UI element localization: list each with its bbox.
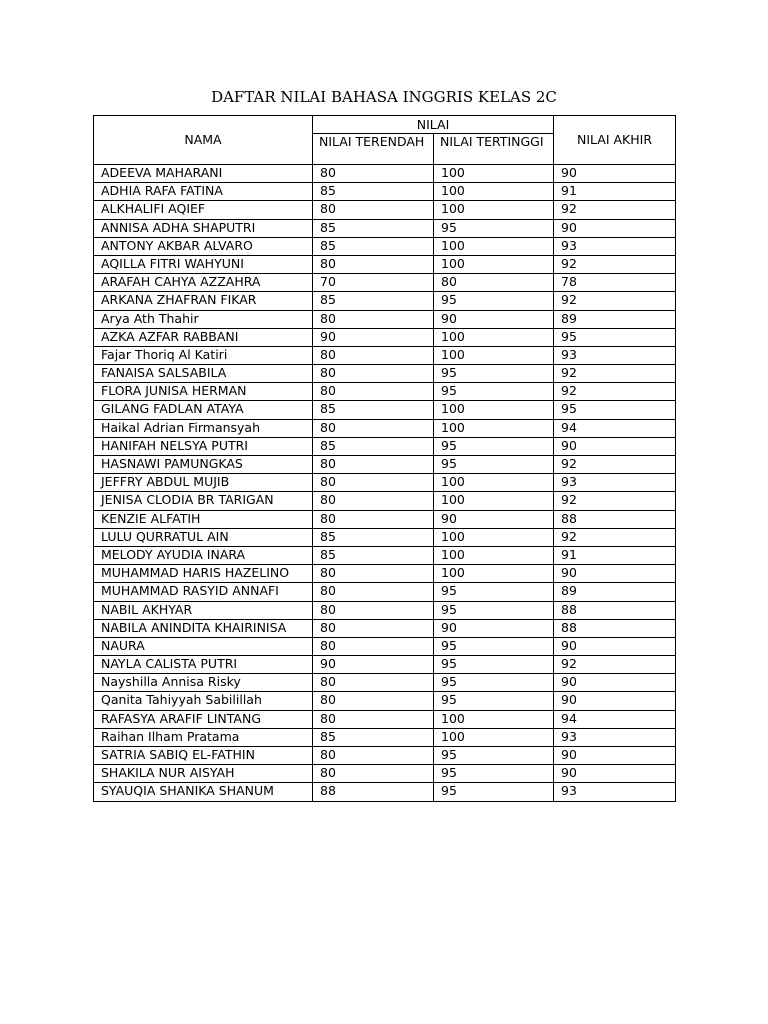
cell-nilai-tertinggi: 95 (434, 365, 554, 383)
cell-nama: Haikal Adrian Firmansyah (94, 419, 313, 437)
cell-nilai-akhir: 92 (554, 528, 676, 546)
cell-nilai-tertinggi: 100 (434, 728, 554, 746)
table-row (94, 674, 676, 692)
cell-nama: Arya Ath Thahir (94, 310, 313, 328)
cell-nilai-tertinggi: 95 (434, 765, 554, 783)
table-row (94, 292, 676, 310)
cell-nilai-akhir: 92 (554, 656, 676, 674)
cell-nilai-terendah: 80 (313, 565, 434, 583)
cell-nilai-terendah: 70 (313, 274, 434, 292)
table-row (94, 637, 676, 655)
cell-nilai-akhir: 93 (554, 474, 676, 492)
cell-nama: RAFASYA ARAFIF LINTANG (94, 710, 313, 728)
cell-nilai-akhir: 90 (554, 437, 676, 455)
cell-nilai-tertinggi: 100 (434, 201, 554, 219)
cell-nama: Raihan Ilham Pratama (94, 728, 313, 746)
cell-nilai-terendah: 80 (313, 674, 434, 692)
cell-nilai-terendah: 80 (313, 346, 434, 364)
table-row (94, 710, 676, 728)
cell-nilai-akhir: 90 (554, 219, 676, 237)
cell-nilai-tertinggi: 90 (434, 510, 554, 528)
table-row (94, 183, 676, 201)
header-nilai: NILAI (313, 116, 554, 134)
cell-nilai-terendah: 85 (313, 546, 434, 564)
cell-nilai-akhir: 92 (554, 365, 676, 383)
cell-nilai-tertinggi: 100 (434, 710, 554, 728)
cell-nama: FANAISA SALSABILA (94, 365, 313, 383)
cell-nilai-akhir: 92 (554, 255, 676, 273)
header-row-top (94, 116, 676, 134)
cell-nilai-tertinggi: 100 (434, 474, 554, 492)
cell-nilai-tertinggi: 95 (434, 456, 554, 474)
table-row (94, 583, 676, 601)
cell-nilai-akhir: 89 (554, 583, 676, 601)
table-row (94, 419, 676, 437)
cell-nilai-akhir: 88 (554, 510, 676, 528)
cell-nama: ADEEVA MAHARANI (94, 165, 313, 183)
cell-nilai-akhir: 90 (554, 692, 676, 710)
cell-nilai-tertinggi: 95 (434, 219, 554, 237)
cell-nilai-tertinggi: 100 (434, 183, 554, 201)
cell-nilai-terendah: 80 (313, 492, 434, 510)
table-row (94, 255, 676, 273)
table-row (94, 783, 676, 801)
cell-nilai-tertinggi: 90 (434, 310, 554, 328)
cell-nilai-tertinggi: 95 (434, 674, 554, 692)
cell-nama: ARAFAH CAHYA AZZAHRA (94, 274, 313, 292)
cell-nilai-akhir: 88 (554, 619, 676, 637)
cell-nilai-akhir: 95 (554, 328, 676, 346)
cell-nilai-terendah: 85 (313, 401, 434, 419)
cell-nilai-akhir: 95 (554, 401, 676, 419)
cell-nama: ANTONY AKBAR ALVARO (94, 237, 313, 255)
document-title: DAFTAR NILAI BAHASA INGGRIS KELAS 2C (211, 88, 557, 106)
cell-nilai-akhir: 93 (554, 346, 676, 364)
table-row (94, 219, 676, 237)
cell-nilai-tertinggi: 100 (434, 237, 554, 255)
cell-nama: SATRIA SABIQ EL-FATHIN (94, 747, 313, 765)
cell-nilai-terendah: 80 (313, 165, 434, 183)
cell-nama: LULU QURRATUL AIN (94, 528, 313, 546)
cell-nilai-tertinggi: 100 (434, 565, 554, 583)
cell-nilai-akhir: 90 (554, 565, 676, 583)
cell-nilai-tertinggi: 95 (434, 437, 554, 455)
cell-nilai-akhir: 90 (554, 637, 676, 655)
cell-nilai-terendah: 80 (313, 201, 434, 219)
cell-nilai-tertinggi: 95 (434, 656, 554, 674)
cell-nilai-akhir: 92 (554, 383, 676, 401)
table-row (94, 365, 676, 383)
table-row (94, 565, 676, 583)
table-row (94, 656, 676, 674)
cell-nama: FLORA JUNISA HERMAN (94, 383, 313, 401)
table-row (94, 601, 676, 619)
table-row (94, 728, 676, 746)
cell-nilai-akhir: 92 (554, 201, 676, 219)
cell-nama: MELODY AYUDIA INARA (94, 546, 313, 564)
cell-nilai-tertinggi: 100 (434, 328, 554, 346)
cell-nilai-akhir: 90 (554, 165, 676, 183)
cell-nama: NAYLA CALISTA PUTRI (94, 656, 313, 674)
header-nilai-tertinggi: NILAI TERTINGGI (434, 134, 554, 165)
cell-nilai-tertinggi: 100 (434, 528, 554, 546)
cell-nama: KENZIE ALFATIH (94, 510, 313, 528)
table-row (94, 619, 676, 637)
cell-nilai-akhir: 90 (554, 747, 676, 765)
table-row (94, 492, 676, 510)
cell-nilai-terendah: 80 (313, 601, 434, 619)
cell-nilai-tertinggi: 100 (434, 401, 554, 419)
cell-nilai-terendah: 80 (313, 383, 434, 401)
cell-nilai-tertinggi: 100 (434, 165, 554, 183)
cell-nilai-akhir: 94 (554, 419, 676, 437)
table-row (94, 310, 676, 328)
table-row (94, 546, 676, 564)
table-row (94, 528, 676, 546)
table-row (94, 510, 676, 528)
cell-nama: NABILA ANINDITA KHAIRINISA (94, 619, 313, 637)
cell-nilai-akhir: 91 (554, 183, 676, 201)
cell-nilai-akhir: 92 (554, 492, 676, 510)
cell-nilai-terendah: 80 (313, 255, 434, 273)
cell-nama: AZKA AZFAR RABBANI (94, 328, 313, 346)
table-row (94, 765, 676, 783)
cell-nilai-akhir: 93 (554, 783, 676, 801)
table-row (94, 201, 676, 219)
cell-nama: JEFFRY ABDUL MUJIB (94, 474, 313, 492)
cell-nama: NABIL AKHYAR (94, 601, 313, 619)
cell-nama: JENISA CLODIA BR TARIGAN (94, 492, 313, 510)
cell-nilai-terendah: 80 (313, 474, 434, 492)
table-row (94, 328, 676, 346)
cell-nilai-akhir: 93 (554, 237, 676, 255)
cell-nilai-terendah: 80 (313, 765, 434, 783)
cell-nilai-tertinggi: 90 (434, 619, 554, 637)
cell-nilai-terendah: 85 (313, 437, 434, 455)
cell-nama: GILANG FADLAN ATAYA (94, 401, 313, 419)
cell-nilai-terendah: 80 (313, 710, 434, 728)
grades-table-body (94, 165, 676, 802)
table-row (94, 165, 676, 183)
cell-nilai-tertinggi: 100 (434, 492, 554, 510)
table-row (94, 237, 676, 255)
cell-nama: SYAUQIA SHANIKA SHANUM (94, 783, 313, 801)
cell-nama: ANNISA ADHA SHAPUTRI (94, 219, 313, 237)
cell-nilai-terendah: 80 (313, 619, 434, 637)
cell-nama: Qanita Tahiyyah Sabilillah (94, 692, 313, 710)
cell-nilai-akhir: 92 (554, 456, 676, 474)
cell-nama: ADHIA RAFA FATINA (94, 183, 313, 201)
grades-table (93, 115, 676, 802)
cell-nilai-tertinggi: 95 (434, 583, 554, 601)
table-row (94, 383, 676, 401)
table-row (94, 474, 676, 492)
cell-nama: ALKHALIFI AQIEF (94, 201, 313, 219)
cell-nilai-akhir: 92 (554, 292, 676, 310)
table-row (94, 456, 676, 474)
cell-nilai-terendah: 85 (313, 183, 434, 201)
cell-nilai-terendah: 85 (313, 728, 434, 746)
cell-nilai-terendah: 90 (313, 656, 434, 674)
cell-nilai-tertinggi: 95 (434, 692, 554, 710)
cell-nama: AQILLA FITRI WAHYUNI (94, 255, 313, 273)
cell-nilai-terendah: 85 (313, 292, 434, 310)
cell-nilai-terendah: 80 (313, 310, 434, 328)
cell-nama: Fajar Thoriq Al Katiri (94, 346, 313, 364)
cell-nama: HANIFAH NELSYA PUTRI (94, 437, 313, 455)
cell-nilai-tertinggi: 100 (434, 255, 554, 273)
cell-nilai-terendah: 80 (313, 365, 434, 383)
cell-nilai-terendah: 80 (313, 583, 434, 601)
table-row (94, 692, 676, 710)
cell-nilai-terendah: 85 (313, 528, 434, 546)
cell-nilai-terendah: 80 (313, 456, 434, 474)
cell-nilai-terendah: 85 (313, 219, 434, 237)
cell-nilai-akhir: 88 (554, 601, 676, 619)
table-row (94, 747, 676, 765)
cell-nilai-terendah: 85 (313, 237, 434, 255)
cell-nama: HASNAWI PAMUNGKAS (94, 456, 313, 474)
cell-nilai-terendah: 80 (313, 637, 434, 655)
cell-nilai-terendah: 80 (313, 692, 434, 710)
cell-nama: Nayshilla Annisa Risky (94, 674, 313, 692)
cell-nilai-akhir: 93 (554, 728, 676, 746)
cell-nilai-tertinggi: 95 (434, 637, 554, 655)
table-row (94, 274, 676, 292)
table-row (94, 437, 676, 455)
cell-nilai-terendah: 80 (313, 419, 434, 437)
cell-nilai-tertinggi: 100 (434, 346, 554, 364)
cell-nilai-akhir: 94 (554, 710, 676, 728)
cell-nilai-akhir: 78 (554, 274, 676, 292)
header-nilai-terendah: NILAI TERENDAH (313, 134, 434, 165)
cell-nama: NAURA (94, 637, 313, 655)
cell-nilai-tertinggi: 95 (434, 383, 554, 401)
cell-nilai-tertinggi: 95 (434, 292, 554, 310)
cell-nama: MUHAMMAD HARIS HAZELINO (94, 565, 313, 583)
table-row (94, 401, 676, 419)
cell-nilai-akhir: 89 (554, 310, 676, 328)
cell-nama: ARKANA ZHAFRAN FIKAR (94, 292, 313, 310)
cell-nilai-tertinggi: 80 (434, 274, 554, 292)
cell-nilai-tertinggi: 100 (434, 419, 554, 437)
cell-nilai-akhir: 90 (554, 765, 676, 783)
cell-nilai-tertinggi: 95 (434, 783, 554, 801)
cell-nama: SHAKILA NUR AISYAH (94, 765, 313, 783)
cell-nilai-tertinggi: 95 (434, 601, 554, 619)
cell-nilai-akhir: 91 (554, 546, 676, 564)
cell-nilai-tertinggi: 95 (434, 747, 554, 765)
table-row (94, 346, 676, 364)
grades-table-header (94, 116, 676, 165)
cell-nilai-tertinggi: 100 (434, 546, 554, 564)
cell-nilai-terendah: 80 (313, 510, 434, 528)
cell-nama: MUHAMMAD RASYID ANNAFI (94, 583, 313, 601)
header-nilai-akhir: NILAI AKHIR (554, 116, 676, 165)
cell-nilai-terendah: 88 (313, 783, 434, 801)
cell-nilai-terendah: 90 (313, 328, 434, 346)
cell-nilai-akhir: 90 (554, 674, 676, 692)
cell-nilai-terendah: 80 (313, 747, 434, 765)
header-nama: NAMA (94, 116, 313, 165)
